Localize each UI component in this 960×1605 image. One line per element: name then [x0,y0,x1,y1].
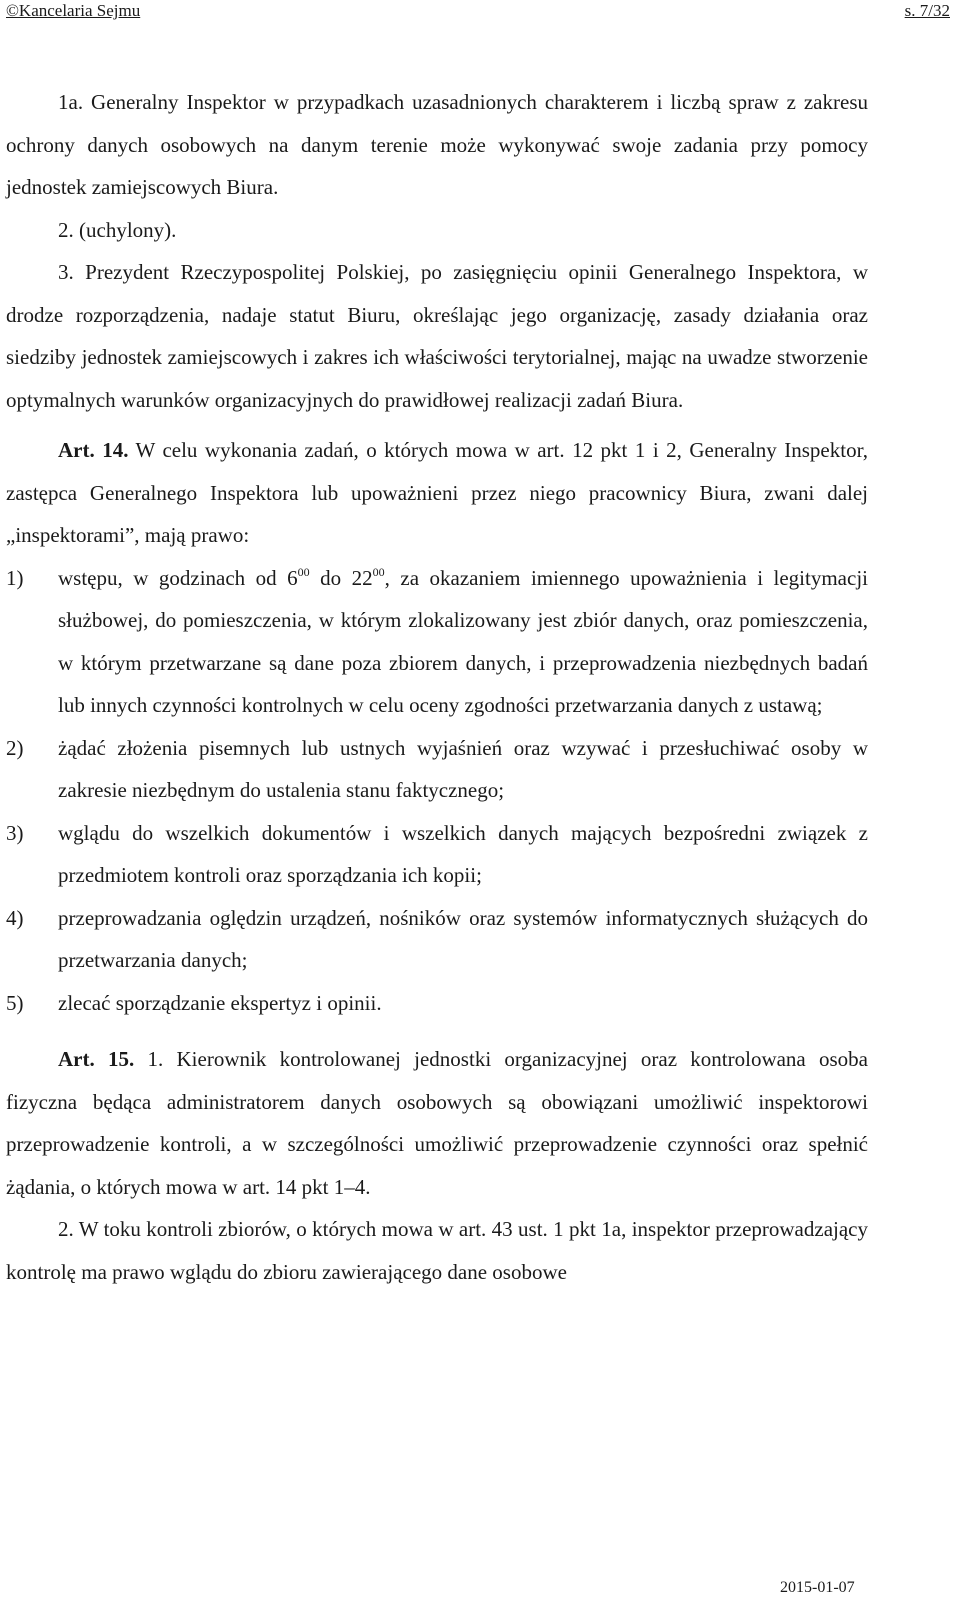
list-item [6,897,868,982]
list-item [6,812,868,897]
article-15-paragraph-1-text: 1. Kierownik kontrolowanej jednostki organizacyjnej oraz kontrolowana osoba fizyczna będąca administratorem danych osobowych są obowiązani umożliwić inspektorowi przeprowadzenie kontroli, a w szczególności umożliwić przeprowadzenie czynności oraz spełnić żądania, o których mowa w art. 14 pkt 1–4. [6,1047,869,1199]
list-item-number: 1) [6,565,24,590]
article-15-paragraph-2: 2. W toku kontroli zbiorów, o których mowa w art. 43 ust. 1 pkt 1a, inspektor przeprowadzający kontrolę ma prawo wglądu do zbioru zawierającego dane osobowe [6,1217,868,1284]
list-item-number: 5) [6,990,24,1015]
superscript: 00 [297,564,310,579]
article-14-label: Art. 14. [58,438,129,462]
header-page-number: s. 7/32 [904,1,950,20]
page-header [6,0,950,24]
list-item-number: 2) [6,735,24,760]
list-item-text: żądać złożenia pisemnych lub ustnych wyjaśnień oraz wzywać i przesłuchiwać osoby w zakresie niezbędnym do ustalenia stanu faktycznego; [58,735,868,802]
list-item-text: zlecać sporządzanie ekspertyz i opinii. [58,990,382,1015]
header-source: ©Kancelaria Sejmu [6,1,141,20]
list-item-text: przeprowadzania oględzin urządzeń, nośników oraz systemów informatycznych służących do przetwarzania danych; [58,905,868,972]
superscript: 00 [372,564,385,579]
article-14-intro [6,429,868,557]
list-item [6,557,868,727]
list-item [6,982,868,1025]
list-item-number: 4) [6,905,24,930]
article-14-intro-text: W celu wykonania zadań, o których mowa w art. 12 pkt 1 i 2, Generalny Inspektor, zastępca Generalnego Inspektora lub upoważnieni przez niego pracownicy Biura, zwani dalej „inspektorami”, mają prawo: [6,438,868,547]
list-item [6,727,868,812]
paragraph-3: 3. Prezydent Rzeczypospolitej Polskiej, po zasięgnięciu opinii Generalnego Inspektora, w drodze rozporządzenia, nadaje statut Biuru, określając jego organizację, zasady działania oraz siedziby jednostek zamiejscowych i zakres ich właściwości terytorialnej, mając na uwadze stworzenie optymalnych warunków organizacyjnych do prawidłowej realizacji zadań Biura. [6,260,868,412]
article-15-label: Art. 15. [58,1047,135,1071]
list-item-text: wstępu, w godzinach od $6^{00}$ do $22^{00}$, za okazaniem imiennego upoważnienia i legitymacji służbowej, do pomieszczenia, w którym zlokalizowany jest zbiór danych, oraz pomieszczenia, w którym przetwarzane są dane poza zbiorem danych, i przeprowadzenia niezbędnych badań lub innych czynności kontrolnych w celu oceny zgodności przetwarzania danych z ustawą; [58,564,868,717]
paragraph-1a: 1a. Generalny Inspektor w przypadkach uzasadnionych charakterem i liczbą spraw z zakresu ochrony danych osobowych na danym terenie może wykonywać swoje zadania przy pomocy jednostek zamiejscowych Biura. [6,90,868,199]
list-item-text: wglądu do wszelkich dokumentów i wszelkich danych mających bezpośredni związek z przedmiotem kontroli oraz sporządzania ich kopii; [58,820,868,887]
article-15-paragraph-1 [6,1038,868,1208]
document-body [6,81,868,1293]
paragraph-2: 2. (uchylony). [58,217,177,242]
list-item-number: 3) [6,820,24,845]
footer-date: 2015-01-07 [780,1579,855,1596]
